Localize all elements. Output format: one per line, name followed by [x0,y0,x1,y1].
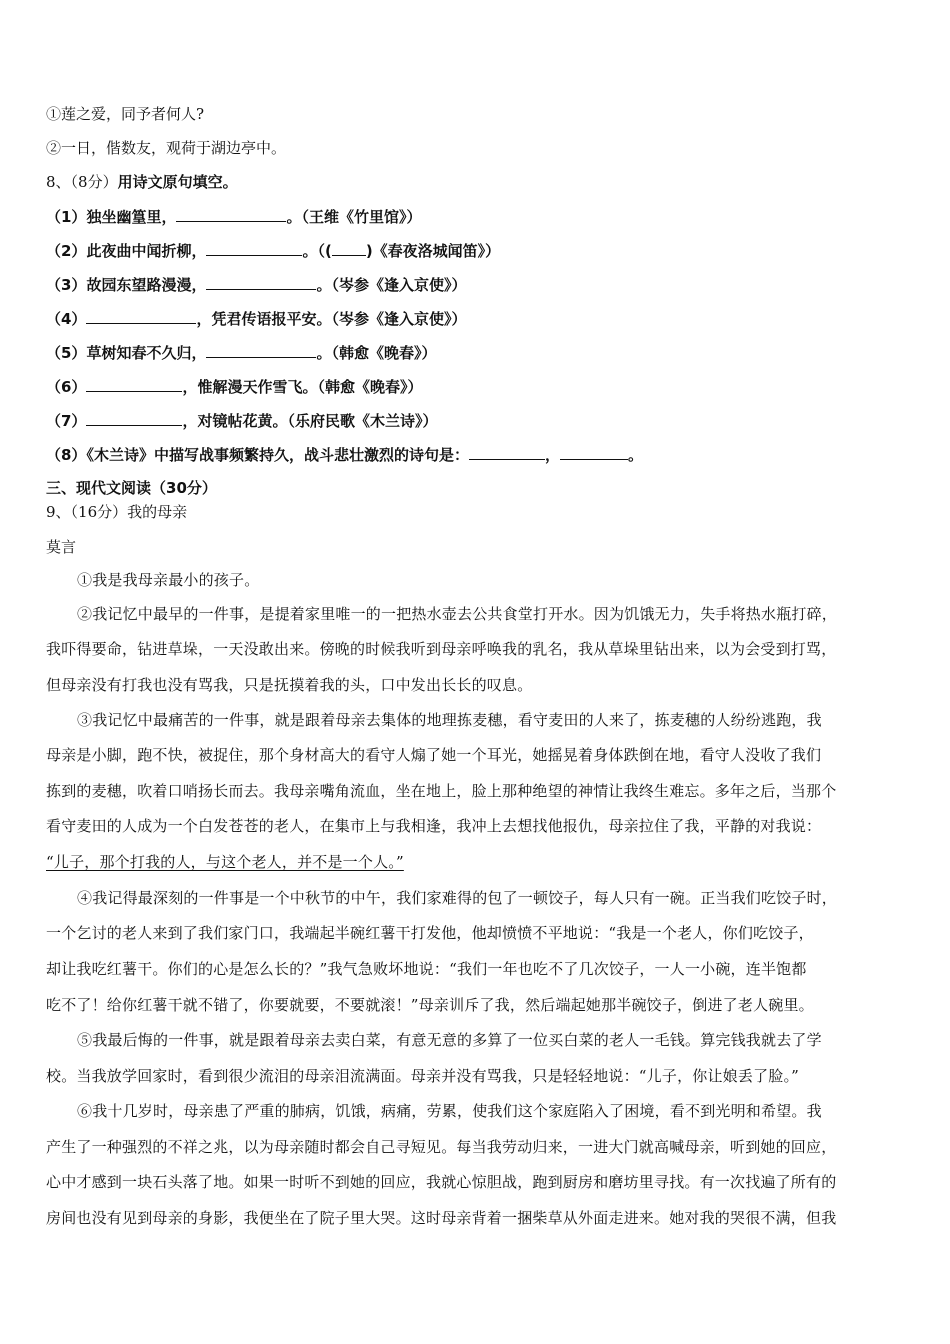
fill-item-7: （7） ，对镜帖花黄。（乐府民歌《木兰诗》） [46,412,438,430]
answer-blank[interactable] [206,274,316,290]
answer-blank[interactable] [332,240,366,256]
paragraph-6: ⑥我十几岁时，母亲患了严重的肺病，饥饿，病痛，劳累，使我们这个家庭陷入了困境，看不到光明和希望。我 [77,1102,822,1120]
section-heading: 三、现代文阅读（30分） [46,479,217,497]
paragraph-2: 但母亲没有打我也没有骂我，只是抚摸着我的头，口中发出长长的叹息。 [46,676,533,694]
paragraph-6: 房间也没有见到母亲的身影，我便坐在了院子里大哭。这时母亲背着一捆柴草从外面走进来。她对我的哭很不满，但我 [46,1209,837,1227]
answer-blank[interactable] [560,444,628,460]
paragraph-4: ④我记得最深刻的一件事是一个中秋节的中午，我们家难得的包了一顿饺子，每人只有一碗。正当我们吃饺子时， [77,889,838,907]
paragraph-3: 看守麦田的人成为一个白发苍苍的老人，在集市上与我相逢，我冲上去想找他报仇，母亲拉住了我，平静的对我说： [46,817,822,835]
answer-blank[interactable] [86,410,182,426]
paragraph-5: 校。当我放学回家时，看到很少流泪的母亲泪流满面。母亲并没有骂我，只是轻轻地说：“儿子，你让娘丢了脸。” [46,1067,800,1085]
author-name: 莫言 [46,538,77,556]
paragraph-6: 产生了一种强烈的不祥之兆，以为母亲随时都会自己寻短见。每当我劳动归来，一进大门就高喊母亲，听到她的回应， [46,1138,837,1156]
fill-item-5: （5）草树知春不久归， 。（韩愈《晚春》） [46,344,437,362]
paragraph-4: 一个乞讨的老人来到了我们家门口，我端起半碗红薯干打发他，他却愤愤不平地说：“我是一个老人，你们吃饺子， [46,924,814,942]
fill-item-6: （6） ，惟解漫天作雪飞。（韩愈《晚春》） [46,378,423,396]
fill-item-8: （8）《木兰诗》中描写战事频繁持久，战斗悲壮激烈的诗句是： ， 。 [46,446,643,464]
paragraph-1: ①我是我母亲最小的孩子。 [77,571,260,589]
paragraph-5: ⑤我最后悔的一件事，就是跟着母亲去卖白菜，有意无意的多算了一位买白菜的老人一毛钱。算完钱我就去了学 [77,1031,822,1049]
paragraph-2: ②我记忆中最早的一件事，是提着家里唯一的一把热水壶去公共食堂打开水。因为饥饿无力，失手将热水瓶打碎， [77,605,838,623]
text-line: ②一日，偕数友，观荷于湖边亭中。 [46,139,287,157]
answer-blank[interactable] [176,206,286,222]
underlined-quote: “儿子，那个打我的人，与这个老人，并不是一个人。” [46,853,404,871]
fill-item-4: （4） ，凭君传语报平安。（岑参《逢入京使》） [46,310,467,328]
paragraph-4: 却让我吃红薯干。你们的心是怎么长的？”我气急败坏地说：“我们一年也吃不了几次饺子，一人一小碗，连半饱都 [46,960,807,978]
fill-item-2: （2）此夜曲中闻折柳， 。（( )《春夜洛城闻笛》） [46,242,501,260]
paragraph-3: 拣到的麦穗，吹着口哨扬长而去。我母亲嘴角流血，坐在地上，脸上那种绝望的神情让我终生难忘。多年之后，当那个 [46,782,837,800]
answer-blank[interactable] [86,376,182,392]
paragraph-6: 心中才感到一块石头落了地。如果一时听不到她的回应，我就心惊胆战，跑到厨房和磨坊里寻找。有一次找遍了所有的 [46,1173,837,1191]
paragraph-2: 我吓得要命，钻进草垛，一天没敢出来。傍晚的时候我听到母亲呼唤我的乳名，我从草垛里钻出来，以为会受到打骂， [46,640,837,658]
question-number: 8、（8分） [46,173,118,191]
fill-item-1: （1）独坐幽篁里， 。（王维《竹里馆》） [46,208,422,226]
answer-blank[interactable] [206,240,302,256]
answer-blank[interactable] [86,308,196,324]
answer-blank[interactable] [469,444,545,460]
answer-blank[interactable] [206,342,316,358]
paragraph-3: ③我记忆中最痛苦的一件事，就是跟着母亲去集体的地理拣麦穗，看守麦田的人来了，拣麦穗的人纷纷逃跑，我 [77,711,822,729]
fill-item-3: （3）故园东望路漫漫， 。（岑参《逢入京使》） [46,276,467,294]
question-title: 用诗文原句填空。 [117,173,238,191]
question-9-header: 9、（16分）我的母亲 [46,503,188,521]
paragraph-4: 吃不了！给你红薯干就不错了，你要就要，不要就滚！”母亲训斥了我，然后端起她那半碗饺子，倒进了老人碗里。 [46,996,814,1014]
paragraph-3: 母亲是小脚，跑不快，被捉住，那个身材高大的看守人煽了她一个耳光，她摇晃着身体跌倒在地，看守人没收了我们 [46,746,822,764]
question-8-header [46,172,238,192]
text-line: ①莲之爱，同予者何人? [46,105,205,123]
